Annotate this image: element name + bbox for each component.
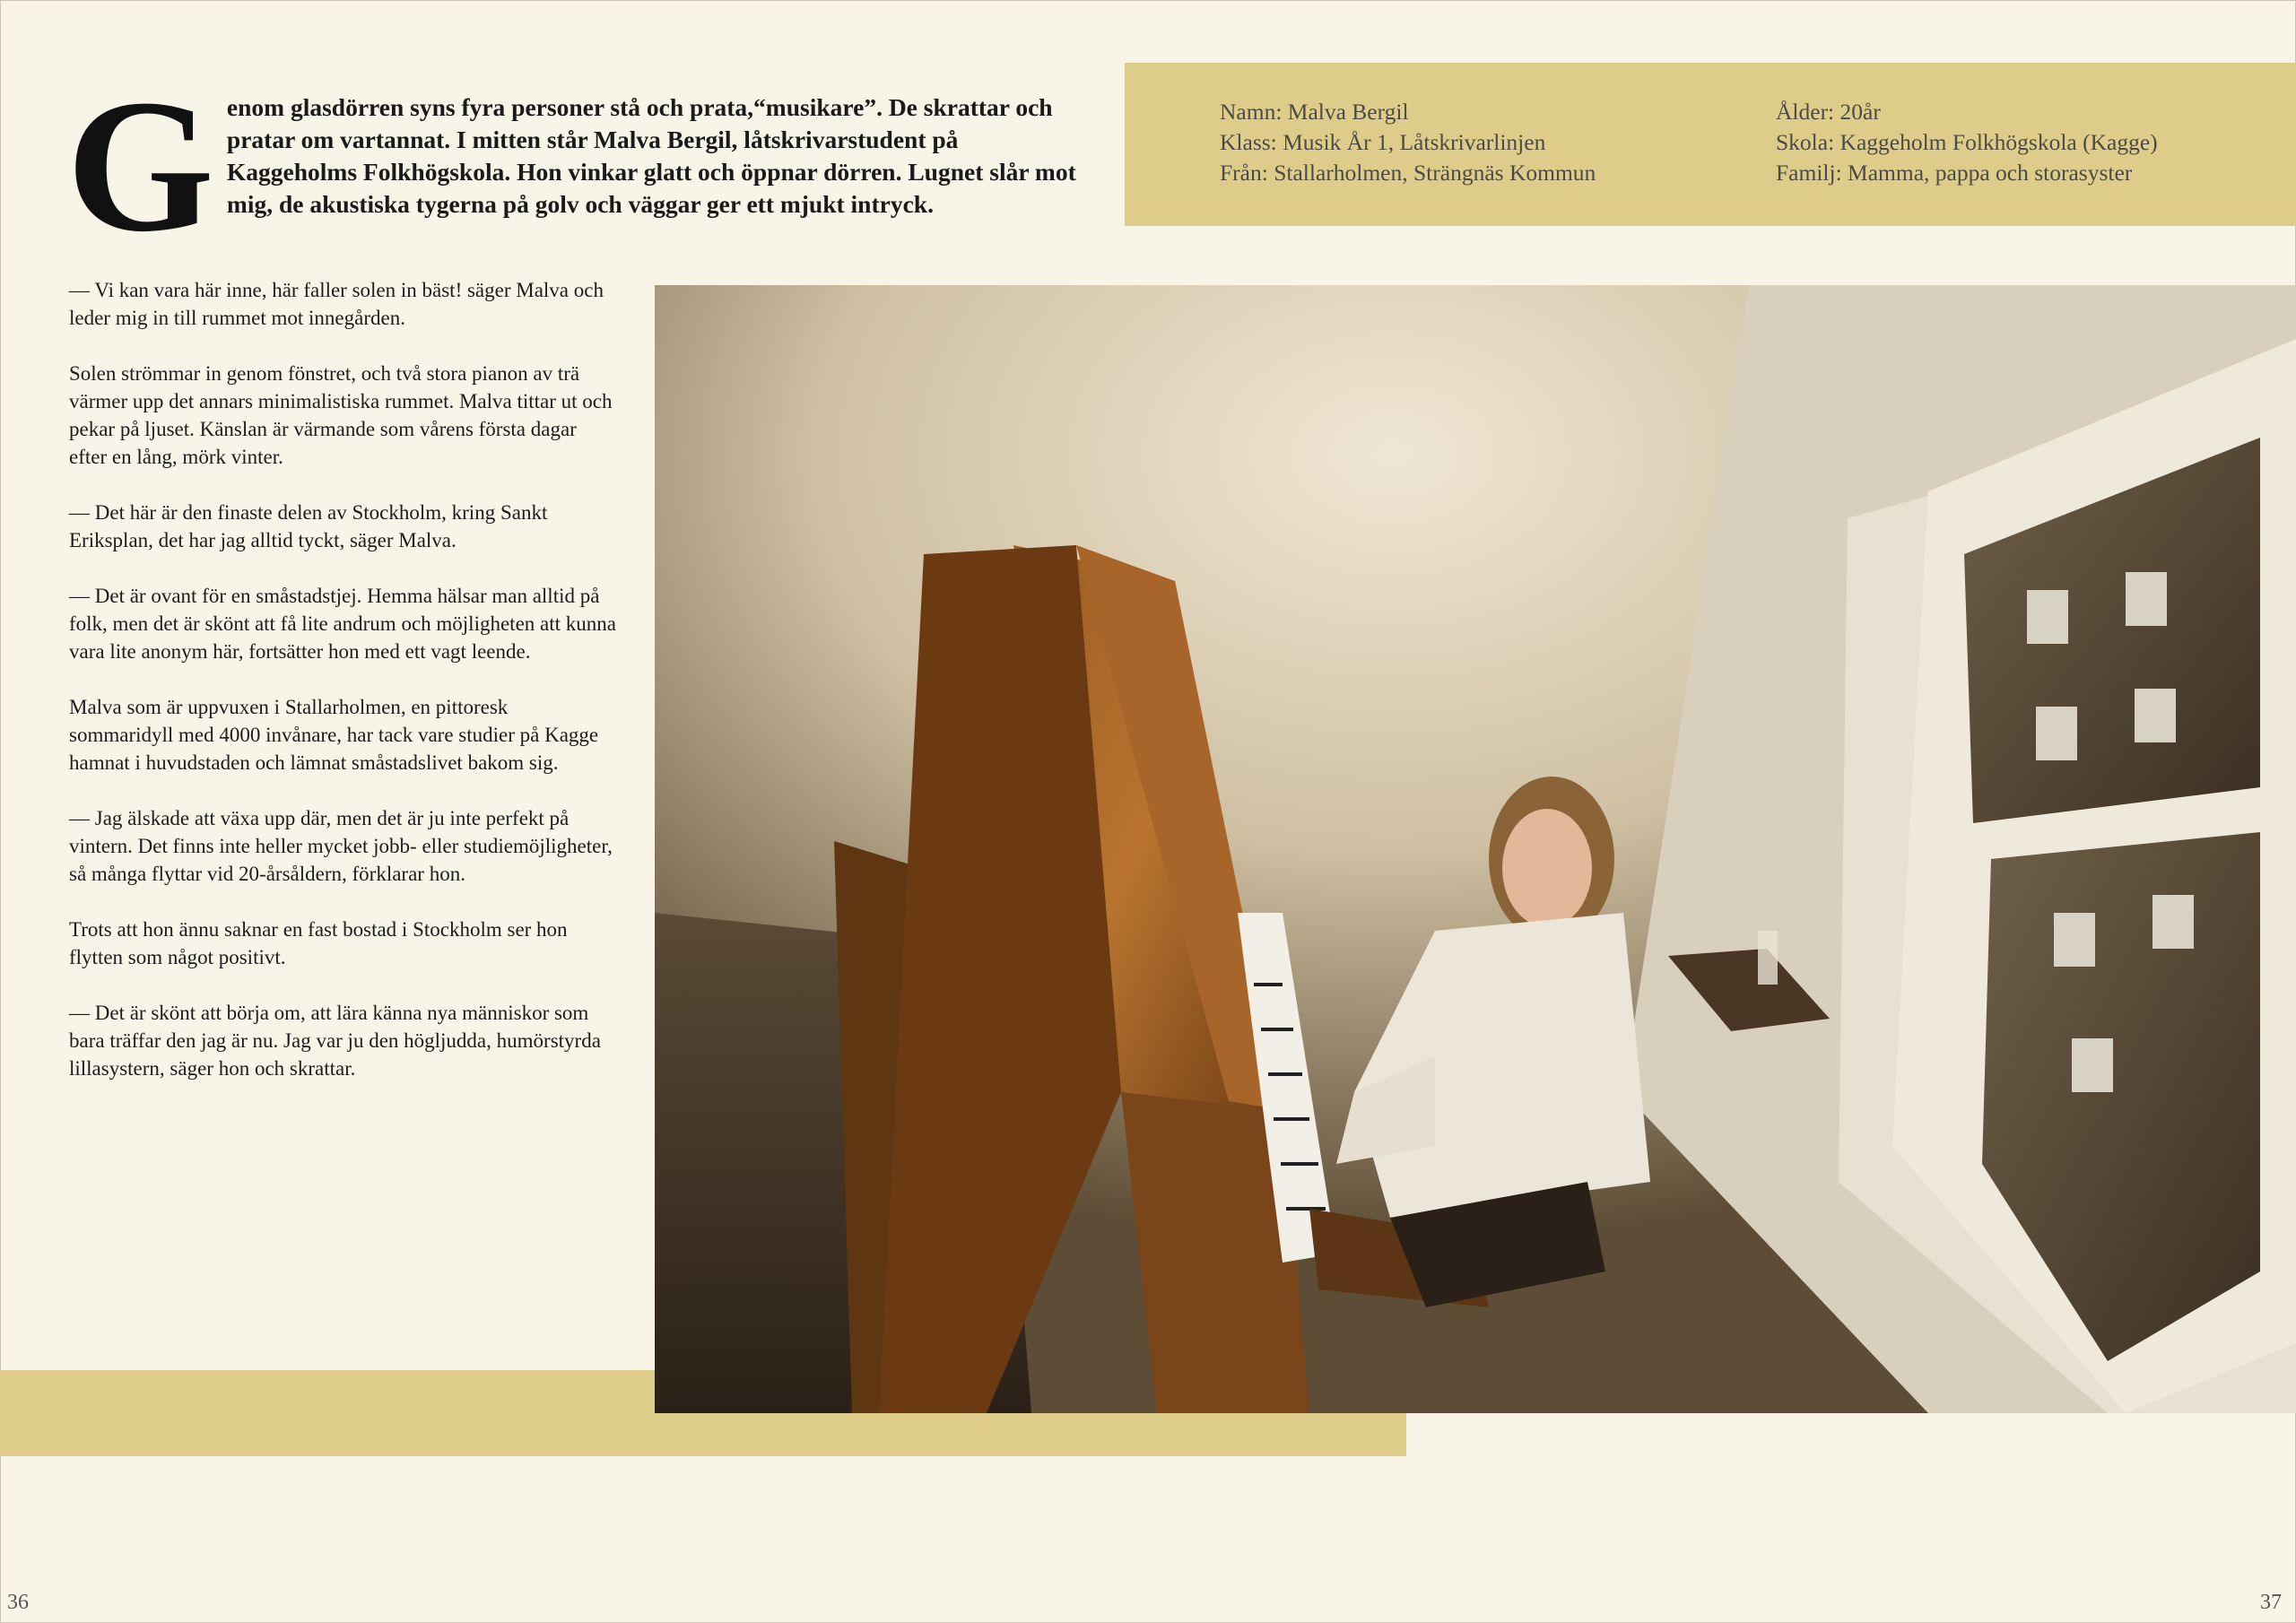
body-paragraph: Trots att hon ännu saknar en fast bostad i Stockholm ser hon flytten som något positivt.: [69, 918, 568, 968]
info-origin: Från: Stallarholmen, Strängnäs Kommun: [1220, 160, 1596, 186]
drop-cap: G: [66, 60, 214, 271]
info-name: Namn: Malva Bergil: [1220, 99, 1409, 125]
lead-text: enom glasdörren syns fyra personer stå och prata,“musikare”. De skrattar och pratar om vartannat. I mitten står Malva Bergil, låtskrivarstudent på Kaggeholms Folkhögskola. Hon vinkar glatt och öppnar dörren. Lugnet slår mot mig, de akustiska tygerna på golv och väggar ger ett mjukt intryck.: [226, 93, 1076, 218]
piano-photo: [655, 285, 2296, 1413]
info-column-left: [1220, 97, 1596, 188]
body-paragraph: — Det är skönt att börja om, att lära känna nya människor som bara träffar den jag är nu. Jag var ju den högljudda, humörstyrda lillasystern, säger hon och skrattar.: [69, 1002, 601, 1080]
body-paragraph: Malva som är uppvuxen i Stallarholmen, en pittoresk sommaridyll med 4000 invånare, har tack vare studier på Kagge hamnat i huvudstaden och lämnat småstadslivet bakom sig.: [69, 696, 599, 774]
photo-illustration: [655, 285, 2296, 1413]
info-column-right: [1776, 97, 2158, 188]
lead-paragraph: [66, 60, 1089, 271]
info-age: Ålder: 20år: [1776, 99, 1881, 125]
page-number-right: 37: [2260, 1591, 2282, 1614]
info-class: Klass: Musik År 1, Låtskrivarlinjen: [1220, 129, 1546, 155]
body-paragraph: Solen strömmar in genom fönstret, och två stora pianon av trä värmer upp det annars minimalistiska rummet. Malva tittar ut och pekar på ljuset. Känslan är värmande som vårens första dagar efter en lång, mörk vinter.: [69, 362, 613, 468]
info-school: Skola: Kaggeholm Folkhögskola (Kagge): [1776, 129, 2158, 155]
info-box: [1125, 63, 2296, 226]
body-paragraph: — Det är ovant för en småstadstjej. Hemma hälsar man alltid på folk, men det är skönt att få lite andrum och möjligheten att kunna vara lite anonym här, fortsätter hon med ett vagt leende.: [69, 585, 616, 663]
body-paragraph: — Jag älskade att växa upp där, men det är ju inte perfekt på vintern. Det finns inte heller mycket jobb- eller studiemöjligheter, så många flyttar vid 20-årsåldern, förklarar hon.: [69, 807, 613, 885]
body-paragraph: — Det här är den finaste delen av Stockholm, kring Sankt Eriksplan, det har jag alltid tyckt, säger Malva.: [69, 501, 548, 551]
body-paragraph: — Vi kan vara här inne, här faller solen in bäst! säger Malva och leder mig in till rummet mot innegården.: [69, 279, 604, 329]
article-body: [69, 276, 616, 1110]
page-number-left: 36: [7, 1591, 29, 1614]
info-family: Familj: Mamma, pappa och storasyster: [1776, 160, 2133, 186]
